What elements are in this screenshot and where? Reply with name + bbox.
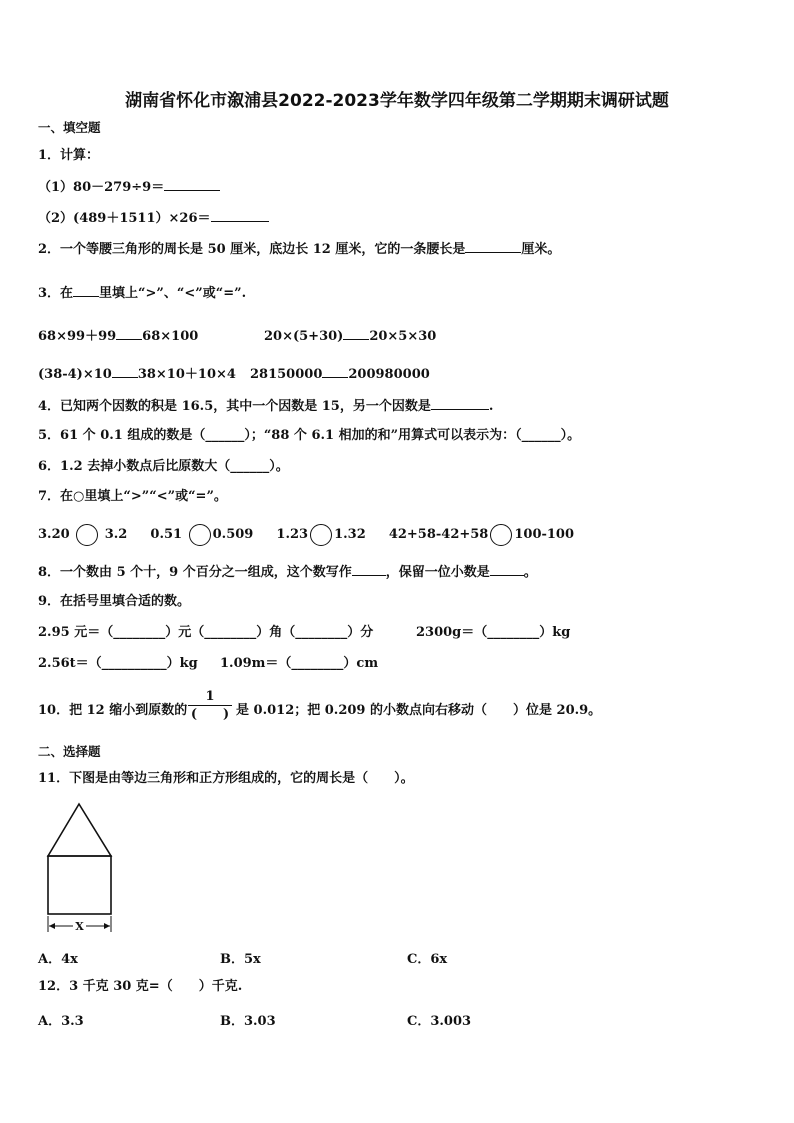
- question-4: [38, 397, 493, 415]
- answer-blank[interactable]: [490, 563, 524, 576]
- expr-right: 20×5×30: [369, 329, 437, 344]
- compare-right: 3.2: [104, 527, 128, 542]
- compare-circle[interactable]: [490, 524, 512, 546]
- section-fill-blank: 一、填空题: [38, 120, 101, 135]
- question-11-stem: 11．下图是由等边三角形和正方形组成的，它的周长是（ ）。: [38, 771, 414, 786]
- question-4-text: 4．已知两个因数的积是 16.5，其中一个因数是 15，另一个因数是: [38, 399, 431, 414]
- question-10-text-b: 是 0.012；把 0.209 的小数点向右移动（ ）位是 20.9。: [236, 703, 602, 718]
- compare-right: 100-100: [514, 527, 575, 542]
- answer-blank[interactable]: [352, 563, 386, 576]
- option-c[interactable]: C．3.003: [407, 1014, 472, 1029]
- answer-blank[interactable]: [431, 397, 489, 410]
- compare-circle[interactable]: [310, 524, 332, 546]
- expr-left: 20×(5+30): [264, 329, 344, 344]
- expr-left: (38-4)×10: [38, 367, 112, 382]
- question-8-text-b: ，保留一位小数是: [385, 565, 490, 580]
- question-1-part-2: [38, 209, 269, 227]
- compare-left: 0.51: [150, 527, 183, 542]
- compare-left: 1.23: [276, 527, 309, 542]
- compare-right: 1.32: [334, 527, 366, 542]
- answer-blank[interactable]: [322, 365, 348, 378]
- question-1-part-1-text: （1）80－279÷9＝: [38, 180, 165, 195]
- question-2-unit: 厘米。: [521, 242, 561, 257]
- page-title: 湖南省怀化市溆浦县2022-2023学年数学四年级第二学期期末调研试题: [125, 91, 669, 111]
- question-1-part-1: [38, 178, 220, 196]
- question-7-stem: 7．在○里填上“>”“<”或“=”。: [38, 489, 227, 504]
- option-b[interactable]: B．5x: [220, 952, 261, 967]
- question-2-text: 2．一个等腰三角形的周长是 50 厘米，底边长 12 厘米，它的一条腰长是: [38, 242, 466, 257]
- expr-left: 28150000: [250, 367, 323, 382]
- fraction-denominator[interactable]: ( ): [190, 707, 230, 722]
- question-9-line-1b: 2300g＝（________）kg: [416, 625, 571, 640]
- question-9-line-1: 2.95 元＝（________）元（________）角（________）分: [38, 625, 374, 640]
- section-multiple-choice: 二、选择题: [38, 744, 101, 759]
- expr-right: 200980000: [348, 367, 430, 382]
- option-c[interactable]: C．6x: [407, 952, 448, 967]
- compare-circle[interactable]: [189, 524, 211, 546]
- answer-blank[interactable]: [116, 327, 142, 340]
- answer-blank[interactable]: [343, 327, 369, 340]
- fraction: [188, 688, 232, 723]
- question-8: [38, 563, 537, 581]
- compare-left: 42+58-42+58: [388, 527, 489, 542]
- question-1-part-2-text: （2）(489＋1511）×26＝: [38, 211, 211, 226]
- side-length-label: X: [75, 920, 84, 933]
- fraction-numerator: 1: [205, 689, 215, 704]
- question-12-stem: 12．3 千克 30 克=（ ）千克.: [38, 979, 243, 994]
- question-8-text-a: 8．一个数由 5 个十，9 个百分之一组成，这个数写作: [38, 565, 352, 580]
- question-3-stem: [38, 284, 246, 302]
- question-9-line-2b: 1.09m＝（________）cm: [220, 656, 379, 671]
- question-3-text-b: 里填上“>”、“<”或“=”.: [99, 286, 247, 301]
- compare-right: 0.509: [212, 527, 254, 542]
- answer-blank[interactable]: [112, 365, 138, 378]
- question-3-item-3: [38, 365, 236, 383]
- answer-blank[interactable]: [164, 178, 220, 191]
- option-a[interactable]: A．4x: [38, 952, 78, 967]
- compare-left: 3.20: [38, 527, 70, 542]
- answer-blank[interactable]: [73, 284, 99, 297]
- option-a[interactable]: A．3.3: [38, 1014, 84, 1029]
- question-1-stem: 1．计算：: [38, 148, 100, 163]
- question-4-end: .: [488, 399, 494, 414]
- expr-right: 38×10＋10×4: [137, 367, 236, 382]
- question-3-item-4: [250, 365, 430, 383]
- expr-right: 68×100: [142, 329, 199, 344]
- question-7-items: [38, 523, 574, 547]
- triangle-square-figure: [40, 798, 120, 938]
- option-b[interactable]: B．3.03: [220, 1014, 276, 1029]
- question-3-text-a: 3．在: [38, 286, 74, 301]
- question-9-stem: 9．在括号里填合适的数。: [38, 594, 191, 609]
- question-10-text-a: 10．把 12 缩小到原数的: [38, 703, 188, 718]
- question-3-item-1: [38, 327, 198, 345]
- question-5: 5．61 个 0.1 组成的数是（______）；“88 个 6.1 相加的和”用算式可以表示为：（______）。: [38, 428, 581, 443]
- answer-blank[interactable]: [211, 209, 269, 222]
- question-8-text-c: 。: [523, 565, 537, 580]
- expr-left: 68×99＋99: [38, 329, 117, 344]
- question-2: [38, 240, 560, 258]
- question-6: 6．1.2 去掉小数点后比原数大（______）。: [38, 459, 289, 474]
- compare-circle[interactable]: [76, 524, 98, 546]
- answer-blank[interactable]: [465, 240, 521, 253]
- question-9-line-2: 2.56t＝（__________）kg: [38, 656, 198, 671]
- question-3-item-2: [264, 327, 436, 345]
